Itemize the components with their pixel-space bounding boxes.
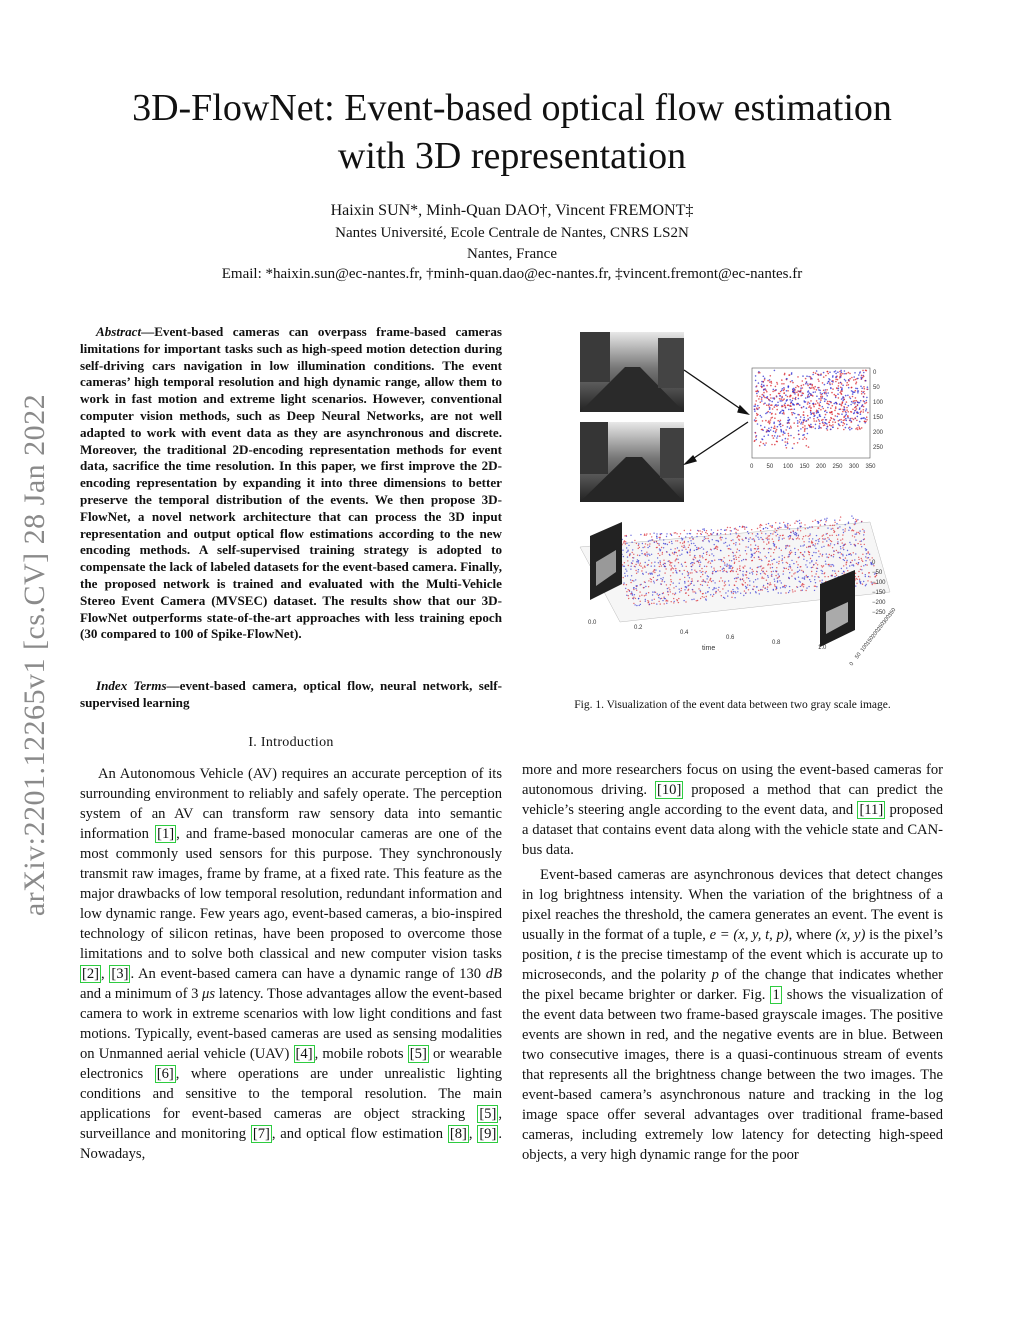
authors: Haixin SUN*, Minh-Quan DAO†, Vincent FREMONT‡ xyxy=(330,202,694,219)
email-line: Email: *haixin.sun@ec-nantes.fr, †minh-quan.dao@ec-nantes.fr, ‡vincent.fremont@ec-nantes.fr xyxy=(221,266,803,282)
tick-label: −250 xyxy=(872,610,886,616)
citation-link[interactable]: [5] xyxy=(479,1106,497,1122)
tick-label: 150 xyxy=(799,464,810,470)
citation-link[interactable]: [5] xyxy=(409,1046,427,1062)
citation-link[interactable]: [9] xyxy=(479,1126,497,1142)
tick-label: −50 xyxy=(872,570,883,576)
tick-label: 250 xyxy=(876,621,887,633)
tick-label: −200 xyxy=(872,600,886,606)
tick-label: 0 xyxy=(872,560,876,566)
tick-label: 50 xyxy=(854,651,863,661)
tick-label: −150 xyxy=(872,590,886,596)
paper-title: 3D-FlowNet: Event-based optical flow estimation with 3D representation xyxy=(132,87,892,177)
tick-label: 0 xyxy=(873,370,877,376)
tick-label: 250 xyxy=(873,445,884,451)
event-plot-2d xyxy=(750,368,884,470)
tick-label: 150 xyxy=(873,415,884,421)
tick-label: 0 xyxy=(750,464,754,470)
intro-paragraph: An Autonomous Vehicle (AV) requires an accurate perception of its surrounding environment to reliably and safely operate. The perception system of an AV can transform raw sensory data into semantic information [1] , and frame-based monocular cameras are one of the most commonly used sensors for this purpose. They synchronously transmit raw images, frame by frame, at a fixed rate. This feature as the major drawbacks of low temporal resolution, redundant information and low dynamic range. Few years ago, event-based cameras, a bio-inspired technology of silicon retinas, have been proposed to overcome those limitations and to solve both classical and new computer vision tasks [2] , [3] . An event-based camera can have a dynamic range of 130 dB and a minimum of 3 μs latency. Those advantages allow the event-based camera to work in extreme scenarios with low light conditions and fast motions. Typically, event-based cameras are used as sensing modalities on Unmanned aerial vehicle (UAV) [4] , mobile robots [5] or wearable electronics [6] , where operations are under unrealistic lighting conditions and sensitive to the temporal resolution. The main applications for event-based cameras are object stracking [5] , surveillance and monitoring [7] , and optical flow estimation [8] , [9] . Nowadays, xyxy=(80,766,503,1162)
tick-label: −100 xyxy=(872,580,886,586)
citation-link[interactable]: [6] xyxy=(156,1066,174,1082)
citation-link[interactable]: [1] xyxy=(157,826,175,842)
tick-label: 300 xyxy=(849,464,860,470)
abstract: Abstract—Event-based cameras can overpass frame-based cameras limitations for important tasks such as high-speed motion detection during self-driving cars navigation in low illumination conditions. The event cameras’ high temporal resolution and high dynamic range, allow them to work in fast motion and extreme light scenarios. However, conventional computer vision methods, such as Deep Neural Networks, are not well adapted to work with event data as they are asynchronous and discrete. Moreover, the traditional 2D-encoding representation methods for event data, sacrifice the time resolution. In this paper, we first improve the 2D-encoding representation by expanding it into three dimensions to better preserve the temporal distribution of the events. We then propose 3D-FlowNet, a novel network architecture that can process the 3D input representation and output optical flow estimations according to the new encoding methods. A self-supervised training strategy is adopted to compensate the lack of labeled datasets for the event-based camera. Finally, the proposed network is trained and evaluated with the Multi-Vehicle Stereo Event Camera (MVSEC) dataset. The results show that our 3D-FlowNet outperforms state-of-the-art approaches with less training epoch (30 compared to 100 of Spike-FlowNet). xyxy=(80,324,502,642)
citation-link[interactable]: [3] xyxy=(111,966,129,982)
tick-label: 100 xyxy=(783,464,794,470)
tick-label: 100 xyxy=(859,642,870,654)
tick-label: 250 xyxy=(832,464,843,470)
arrow-icon xyxy=(684,370,748,464)
tick-label: 100 xyxy=(873,400,884,406)
grayscale-frame-top xyxy=(580,332,684,412)
paragraph: more and more researchers focus on using the event-based cameras for autonomous driving. [10] proposed a method that can predict the vehicle’s steering angle according to the event data, and [11] proposed a dataset that contains event data along with the vehicle state and CAN-bus data. xyxy=(522,762,943,858)
tick-label: 200 xyxy=(816,464,827,470)
tick-label: 300 xyxy=(881,614,892,626)
tick-label: 200 xyxy=(873,430,884,436)
tick-label: 0 xyxy=(848,661,856,668)
figure-link[interactable]: 1 xyxy=(772,987,780,1003)
tick-label: 200 xyxy=(870,628,881,640)
right-column-text xyxy=(522,760,943,1165)
tick-label: 350 xyxy=(887,607,898,619)
citation-link[interactable]: [7] xyxy=(252,1126,270,1142)
location: Nantes, France xyxy=(467,246,557,262)
tick-label: 0.2 xyxy=(634,625,643,631)
figure-caption: Fig. 1. Visualization of the event data between two gray scale image. xyxy=(574,699,891,711)
tick-label: 150 xyxy=(865,635,876,647)
paragraph: Event-based cameras are asynchronous devices that detect changes in log brightness intensity. When the variation of the brightness of a pixel reaches the threshold, the camera generates an event. The event is usually in the format of a tuple, e = (x, y, t, p), where (x, y) is the pixel’s position, t is the precise timestamp of the event which is accurate up to microseconds, and the polarity p of the change that indicates whether the pixel became brighter or darker. Fig. 1 shows the visualization of the event data between two frame-based grayscale images. The positive events are shown in red, and the negative events are in blue. Between two consecutive images, there is a quasi-continuous stream of events that represents all the brightness change between the two images. The event-based camera’s asynchronous nature and tracking in the log image space offer several advantages over traditional frame-based cameras, including extremely low latency for detecting high-speed objects, a very high dynamic range for the poor xyxy=(522,867,944,1163)
tick-label: 0.8 xyxy=(772,640,781,646)
citation-link[interactable]: [2] xyxy=(82,966,100,982)
arxiv-side-label: arXiv:2201.12265v1 [cs.CV] 28 Jan 2022 xyxy=(18,393,51,917)
index-terms: Index Terms—event-based camera, optical flow, neural network, self-supervised learning xyxy=(80,678,502,710)
figure-1 xyxy=(570,322,900,682)
tick-label: 50 xyxy=(766,464,774,470)
affiliation: Nantes Université, Ecole Centrale de Nantes, CNRS LS2N xyxy=(335,225,689,241)
citation-link[interactable]: [8] xyxy=(449,1126,467,1142)
grayscale-frame-bottom xyxy=(580,422,684,502)
section-heading: I. Introduction xyxy=(248,735,334,750)
citation-link[interactable]: [10] xyxy=(657,782,682,798)
tick-label: 350 xyxy=(865,464,876,470)
tick-label: 0.4 xyxy=(680,630,689,636)
tick-label: 1.0 xyxy=(818,645,827,651)
event-plot-3d xyxy=(580,515,897,667)
tick-label: 0.6 xyxy=(726,635,735,641)
citation-link[interactable]: [4] xyxy=(295,1046,313,1062)
tick-label: 50 xyxy=(873,385,880,391)
citation-link[interactable]: [11] xyxy=(859,802,884,818)
tick-label: 0.0 xyxy=(588,620,597,626)
time-axis-label: time xyxy=(702,645,716,652)
